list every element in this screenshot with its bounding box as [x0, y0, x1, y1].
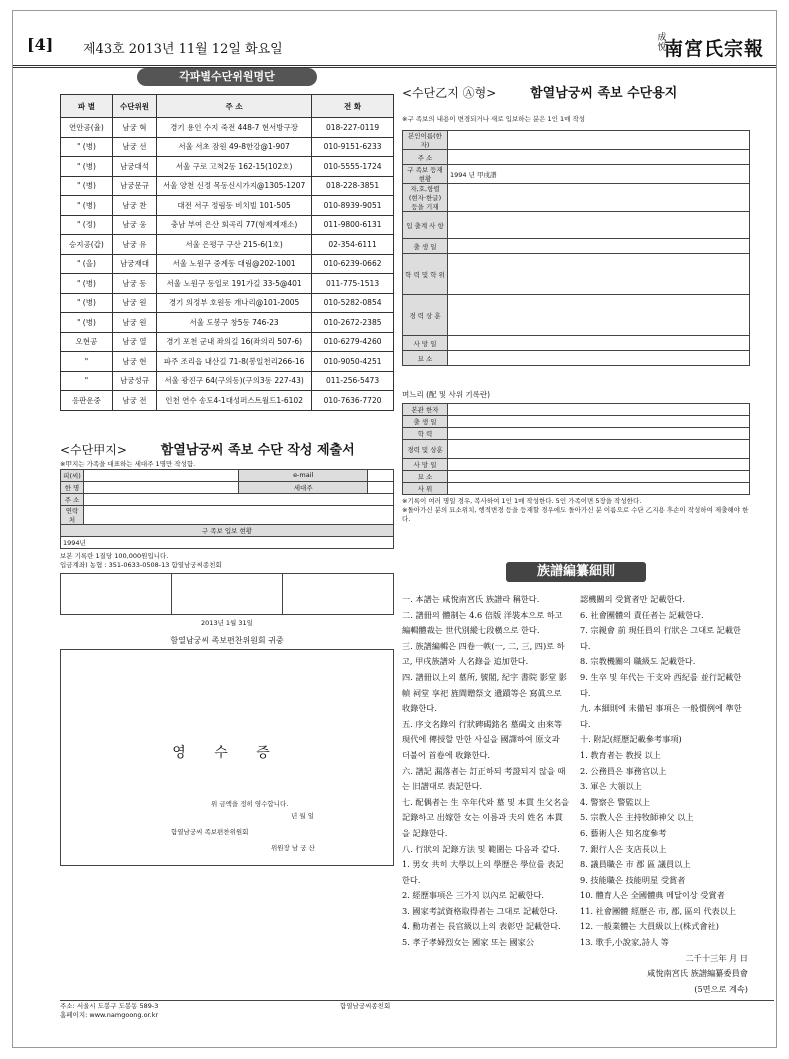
table-cell: 서울 노원구 중계동 대림@202-1001 — [157, 254, 312, 274]
spouse-row-input[interactable] — [448, 483, 750, 495]
table-cell: 010-5555-1724 — [312, 157, 394, 177]
footer-address: 주소: 서울시 도봉구 도봉동 589-3 홈페이지: www.namgoong.or.kr — [60, 1002, 159, 1019]
rule-item: 10. 體育人은 全國體典 메달이상 受賞者 — [580, 890, 725, 901]
table-row — [61, 215, 394, 235]
table-cell: 서울 은평구 구산 215-6(1호) — [157, 235, 312, 255]
form-row-label: 사 망 일 — [403, 336, 448, 351]
form-row-label: 출 생 일 — [403, 239, 448, 254]
rule-item: 七. 配偶者는 生 卒年代와 墓 및 本貫 生父名을 記錄하고 出嫁한 女는 이름과 夫의 姓名 本貫을 記錄한다. — [402, 796, 570, 838]
table-cell: 010-6239-0662 — [312, 254, 394, 274]
page-number: [4] — [27, 35, 54, 54]
table-cell: 018-227-0119 — [312, 118, 394, 138]
table-cell: 서울 서초 잠원 49-8한강@1-907 — [157, 137, 312, 157]
form-row-input[interactable]: 1994 년 甲戌譜 — [448, 165, 750, 184]
spouse-row-input[interactable] — [448, 459, 750, 471]
spouse-row-input[interactable] — [448, 416, 750, 428]
rule-item: 八. 行狀의 記錄方法 및 範圍는 다음과 같다. — [402, 843, 560, 854]
rules-left-column — [402, 592, 570, 951]
table-cell: " (병) — [61, 176, 113, 196]
rule-item: 8. 議員職은 市 郡 區 議員以上 — [580, 859, 691, 870]
rule-item: 1. 男女 共히 大學以上의 學歷은 學位를 表記한다. — [402, 859, 564, 885]
rule-item: 13. 歌手,小說家,詩人 等 — [580, 937, 669, 948]
rule-item: 2. 公務員은 事務官以上 — [580, 765, 667, 776]
spouse-row-label: 사 위 — [403, 483, 448, 495]
table-row — [61, 254, 394, 274]
form-row-input[interactable] — [448, 131, 750, 150]
spouse-title: 며느리 (配 및 사위 기록란) — [402, 390, 491, 399]
receipt-signer: 위원장 남 궁 산 — [271, 843, 315, 852]
form-row-label: 자,호,항렬 (현자·한글) 등을 기재 — [403, 184, 448, 212]
form-a-note: ※甲지는 가족을 대표하는 세대주 1명만 작성함. — [60, 459, 196, 468]
spouse-row-label: 경력 및 상훈 — [403, 440, 448, 459]
form-b-note: ※구 족보의 내용이 변경되거나 새로 입보하는 분은 1인 1매 작성 — [402, 115, 586, 123]
receipt-org: 함열남궁씨 족보편찬위원회 — [171, 827, 249, 836]
name-field[interactable] — [84, 481, 239, 493]
form-row-input[interactable] — [448, 239, 750, 254]
table-cell: 010-5282-0854 — [312, 293, 394, 313]
right-column — [402, 62, 750, 1012]
table-cell: 오현공 — [61, 332, 113, 352]
table-cell: " (을) — [61, 254, 113, 274]
table-cell: 남궁 원 — [112, 313, 156, 333]
form-row-input[interactable] — [448, 150, 750, 165]
rule-item: 二. 譜冊의 體制는 4.6 倍版 洋裝本으로 하고 編輯體裁는 世代別縱七段橫으로 한다. — [402, 609, 563, 636]
contact-field[interactable] — [84, 505, 394, 524]
table-cell: 파주 조리읍 내산길 71-8(봉일천리266-16 — [157, 352, 312, 372]
table-cell: 남궁 선 — [112, 137, 156, 157]
spouse-row-input[interactable] — [448, 471, 750, 483]
deposit-account: 입금계좌) 농협 : 351-0633-0508-13 함열남궁씨종친회 — [60, 560, 222, 569]
form-row-label: 주 소 — [403, 150, 448, 165]
table-cell: 남궁 원 — [112, 293, 156, 313]
table-cell: 010-7636-7720 — [312, 391, 394, 411]
spouse-row — [403, 440, 750, 459]
form-row — [403, 351, 750, 366]
directory-title: 각파별수단위원명단 — [137, 68, 317, 86]
table-row — [61, 391, 394, 411]
table-cell: 010-9050-4251 — [312, 352, 394, 372]
rules-title: 族譜編纂細則 — [506, 562, 646, 582]
form-row-label: 묘 소 — [403, 351, 448, 366]
fee-note: 보본 기록란 1질당 100,000원입니다. — [60, 551, 169, 560]
rule-item: 7. 銀行人은 支店長以上 — [580, 843, 667, 854]
table-cell: 남궁 열 — [112, 332, 156, 352]
table-cell: 010-8939-9051 — [312, 196, 394, 216]
table-row — [61, 352, 394, 372]
footer-rule — [60, 1000, 774, 1001]
spouse-row-input[interactable] — [448, 440, 750, 459]
table-cell: 서울 양천 신정 목동신시가지@1305-1207 — [157, 176, 312, 196]
table-cell: 경기 포천 군내 좌의길 16(좌의리 507-6) — [157, 332, 312, 352]
form-b-notice: ※기록이 여러 명일 경우, 복사하여 1인 1매 작성한다. 5인 가족이면 5장을 작성한다. — [402, 497, 642, 505]
table-row — [61, 196, 394, 216]
spouse-row — [403, 404, 750, 416]
address-field[interactable] — [84, 493, 394, 505]
spouse-row-input[interactable] — [448, 428, 750, 440]
form-row-label: 입 출계 사 항 — [403, 212, 448, 239]
spouse-row-label: 본관 한자 — [403, 404, 448, 416]
form-committee: 함열남궁씨 족보편찬위원회 귀중 — [170, 635, 284, 645]
rule-item: 認機關의 受賞者만 記載한다. — [580, 594, 685, 604]
left-column — [60, 62, 394, 866]
rule-item: 9. 生卒 및 年代는 干支와 西紀를 並行記載한다. — [580, 671, 742, 698]
table-cell: 서울 도봉구 창5동 746-23 — [157, 313, 312, 333]
form-row — [403, 336, 750, 351]
form-date: 2013년 1월 31일 — [201, 618, 253, 627]
rule-item: 3. 國家考試資格取得者는 그대로 記載한다. — [402, 905, 558, 916]
rule-item: 12. 一般業體는 大員級以上(株式會社) — [580, 921, 719, 932]
table-cell: " (병) — [61, 313, 113, 333]
form-row-input[interactable] — [448, 295, 750, 336]
continued-note: (5면으로 계속) — [694, 983, 748, 994]
table-cell: 대전 서구 정림동 비치빌 101-505 — [157, 196, 312, 216]
table-cell: 남궁 동 — [112, 274, 156, 294]
rule-item: 4. 警察은 警監以上 — [580, 796, 651, 807]
form-row — [403, 254, 750, 295]
form-row — [403, 239, 750, 254]
table-cell: " — [61, 371, 113, 391]
rule-item: 5. 孝子孝婦烈女는 國家 또는 國家公 — [402, 937, 535, 948]
form-row — [403, 184, 750, 212]
rule-item: 6. 社會團體의 責任者는 記載한다. — [580, 609, 704, 620]
table-cell: 남궁 혁 — [112, 118, 156, 138]
directory-table — [60, 94, 394, 411]
table-cell: 011-256-5473 — [312, 371, 394, 391]
directory-header-cell: 파 별 — [61, 95, 113, 118]
table-cell: 승지공(갑) — [61, 235, 113, 255]
rule-item: 4. 勳功者는 長官級以上의 表彰만 記載한다. — [402, 921, 561, 932]
table-cell: 남궁 유 — [112, 235, 156, 255]
table-cell: 남궁문규 — [112, 176, 156, 196]
form-row-input[interactable] — [448, 351, 750, 366]
table-row — [61, 118, 394, 138]
table-row — [61, 293, 394, 313]
form-row-label: 경 력 상 훈 — [403, 295, 448, 336]
brand-title: 南宮氏宗報 — [663, 38, 764, 60]
table-cell: 010-2672-2385 — [312, 313, 394, 333]
spouse-row-label: 사 망 일 — [403, 459, 448, 471]
form-row-label: 본인이름(한 자) — [403, 131, 448, 150]
rule-item: 7. 宗親會 前 現任員의 行狀은 그대로 記載한다. — [580, 625, 741, 651]
table-cell: 010-9151-6233 — [312, 137, 394, 157]
table-cell: " (병) — [61, 157, 113, 177]
table-cell: 남궁성규 — [112, 371, 156, 391]
form-row-input[interactable] — [448, 212, 750, 239]
rule-item: 3. 軍은 大領以上 — [580, 781, 642, 792]
table-cell: 011-775-1513 — [312, 274, 394, 294]
form-row — [403, 212, 750, 239]
spouse-row — [403, 416, 750, 428]
table-row — [61, 332, 394, 352]
rule-item: 2. 經歷事項은 三가지 以內로 記載한다. — [402, 890, 544, 901]
table-cell: 남궁재대 — [112, 254, 156, 274]
spouse-row-label: 학 력 — [403, 428, 448, 440]
rule-item: 四. 譜冊以上의 墓所, 號閣, 紀字 書院 影堂 影幀 祠堂 享祀 旌閭贈祭文 遺蹟等은 寫眞으로 收錄한다. — [402, 671, 567, 714]
form-a-table: 피(씨) e-mail 한 명 세대주 주 소 연락처 구 족보 입보 현황 1994년 — [60, 469, 394, 549]
table-cell: 018-228-3851 — [312, 176, 394, 196]
table-cell: 응판운중 — [61, 391, 113, 411]
form-row — [403, 165, 750, 184]
table-cell: " (병) — [61, 274, 113, 294]
form-row-input[interactable] — [448, 254, 750, 295]
receipt-year-line: 년 월 일 — [291, 811, 314, 820]
table-cell: 인천 연수 송도4-1대성퍼스트월드1-6102 — [157, 391, 312, 411]
directory-header-cell: 전 화 — [312, 95, 394, 118]
directory-header-row — [61, 95, 394, 118]
table-cell: 서울 노원구 동일로 191가길 33-5@401 — [157, 274, 312, 294]
closing-date: 二千十三年 月 日 — [685, 952, 748, 963]
rule-item: 五. 序文名錄의 行狀碑碣銘名 墓碣文 由來等 現代에 傳授할 만한 사실을 國譯하여 原文과 더불어 首卷에 收錄한다. — [402, 718, 563, 760]
form-b-title: <수단乙지 Ⓐ형> 함열남궁씨 족보 수단용지 — [402, 86, 678, 101]
table-cell: 남궁 웅 — [112, 215, 156, 235]
rules-right-column — [580, 592, 748, 997]
form-b-table — [402, 130, 750, 366]
receipt-sign-line: 위 금액을 정히 영수합니다. — [211, 799, 289, 808]
spouse-row — [403, 459, 750, 471]
table-row — [61, 274, 394, 294]
table-cell: " (병) — [61, 137, 113, 157]
receipt-box — [60, 649, 394, 866]
form-row — [403, 150, 750, 165]
spouse-row-label: 묘 소 — [403, 471, 448, 483]
payment-table — [60, 573, 394, 615]
form-a-title: <수단甲지> 함열남궁씨 족보 수단 작성 제출서 — [60, 442, 355, 458]
spouse-row — [403, 471, 750, 483]
table-row — [61, 235, 394, 255]
table-cell: " — [61, 352, 113, 372]
brand-small: 成悅 — [657, 33, 667, 53]
form-row-input[interactable] — [448, 336, 750, 351]
table-cell: " (병) — [61, 293, 113, 313]
rules-body — [402, 592, 750, 1012]
rule-item: 六. 譜記 漏落者는 訂正하되 考證되지 않을 때는 旧譜대로 表記한다. — [402, 765, 566, 792]
spouse-row — [403, 428, 750, 440]
table-cell: 경기 용인 수지 죽전 448-7 현서방구장 — [157, 118, 312, 138]
form-row-label: 학 력 및 학 위 — [403, 254, 448, 295]
table-row — [61, 157, 394, 177]
rule-item: 6. 藝術人은 知名度參考 — [580, 827, 667, 838]
form-row — [403, 131, 750, 150]
spouse-row — [403, 483, 750, 495]
table-cell: 서울 구로 고척2동 162-15(102호) — [157, 157, 312, 177]
issue-date: 제43호 2013년 11월 12일 화요일 — [83, 42, 283, 57]
spouse-row-input[interactable] — [448, 404, 750, 416]
directory-header-cell: 수단위원 — [112, 95, 156, 118]
closing-org: 咸悅南宮氏 族譜編纂委員會 — [647, 968, 748, 979]
table-cell: 011-9800-6131 — [312, 215, 394, 235]
table-row — [61, 313, 394, 333]
rule-item: 一. 本譜는 咸悅南宮氏 族譜라 稱한다. — [402, 594, 540, 604]
directory-header-cell: 주 소 — [157, 95, 312, 118]
table-cell: 010-6279-4260 — [312, 332, 394, 352]
footer-corner: 함열남궁씨종친회 — [340, 1002, 391, 1010]
table-cell: 02-354-6111 — [312, 235, 394, 255]
table-cell: 남궁 찬 — [112, 196, 156, 216]
form-b-notice-2: ※돌아가신 분의 묘소위치, 행적변경 등을 등재할 경우에도 돌아가신 분 이름으로 수단 乙지용 후손이 작성하여 제출해야 한다. — [402, 506, 749, 523]
table-cell: 남궁 전 — [112, 391, 156, 411]
spouse-table — [402, 403, 750, 495]
receipt-title: 영 수 증 — [172, 744, 282, 761]
table-cell: 남궁대석 — [112, 157, 156, 177]
rule-item: 1. 教育者는 教授 以上 — [580, 749, 661, 760]
rule-item: 9. 技能職은 技能明星 受賞者 — [580, 874, 686, 885]
table-cell: 남궁 현 — [112, 352, 156, 372]
rule-item: 11. 社會團體 經歷은 市, 郡, 區의 代表以上 — [580, 905, 737, 916]
form-row — [403, 295, 750, 336]
table-cell: 연안공(율) — [61, 118, 113, 138]
rule-item: 十. 附記(經歷記載參考事項) — [580, 734, 682, 745]
table-cell: 서울 광진구 64(구의동)(구의3동 227-43) — [157, 371, 312, 391]
table-cell: " (병) — [61, 196, 113, 216]
table-cell: 경기 의정부 호원동 개나리@101-2005 — [157, 293, 312, 313]
table-row — [61, 371, 394, 391]
form-row-label: 구 족보 등재현황 — [403, 165, 448, 184]
table-row — [61, 176, 394, 196]
table-cell: " (정) — [61, 215, 113, 235]
rule-item: 三. 族譜編輯은 四卷一帙(一, 二, 三, 四)로 하고, 甲戌族譜와 人名錄을 追加한다. — [402, 640, 565, 667]
rule-item: 5. 宗教人은 主持牧師神父 以上 — [580, 812, 694, 823]
rule-item: 8. 宗教機關의 職級도 記載한다. — [580, 656, 696, 667]
form-row-input[interactable] — [448, 184, 750, 212]
table-row — [61, 137, 394, 157]
spouse-row-label: 출 생 일 — [403, 416, 448, 428]
rule-item: 九. 本細則에 未備된 事項은 一般慣例에 準한다. — [580, 703, 742, 729]
table-cell: 충남 부여 은산 회곡리 77(형제제재소) — [157, 215, 312, 235]
